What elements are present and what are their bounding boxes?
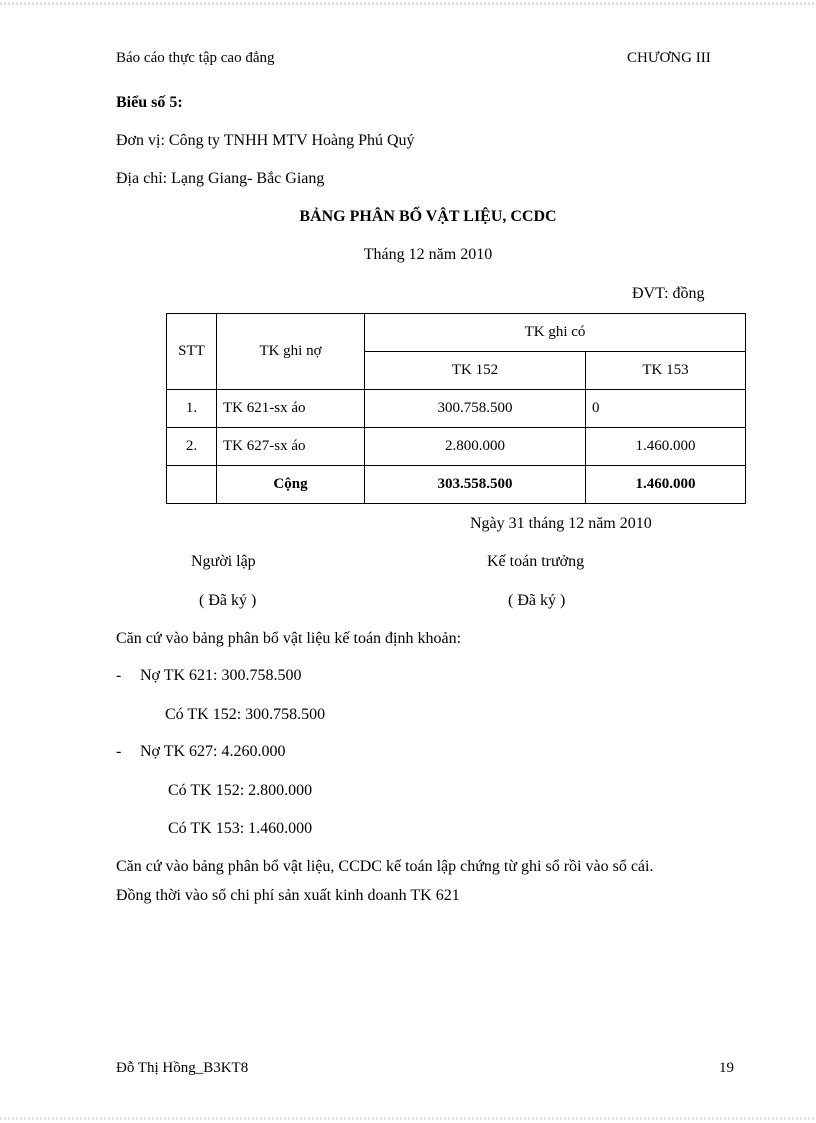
closing-line-2: Đồng thời vào sổ chi phí sản xuất kinh doanh TK 621	[116, 887, 460, 904]
date-line: Ngày 31 tháng 12 năm 2010	[470, 515, 652, 532]
table-header-row	[167, 314, 746, 352]
entry1-debit: Nợ TK 621: 300.758.500	[140, 667, 302, 684]
entry2-debit: Nợ TK 627: 4.260.000	[140, 743, 286, 760]
row-stt: 1.	[167, 390, 217, 428]
page-title: BẢNG PHÂN BỔ VẬT LIỆU, CCDC	[299, 208, 557, 225]
header-tk153: TK 153	[586, 352, 746, 390]
entry2-credit-152: Có TK 152: 2.800.000	[168, 782, 313, 799]
total-tk152: 303.558.500	[365, 466, 586, 504]
header-right: CHƯƠNG III	[627, 50, 711, 66]
footer-dotted-rule	[0, 1117, 816, 1120]
total-tk153: 1.460.000	[586, 466, 746, 504]
table-row	[167, 390, 746, 428]
header-debit-account: TK ghi nợ	[217, 314, 365, 390]
company-unit: Đơn vị: Công ty TNHH MTV Hoàng Phú Quý	[116, 132, 415, 149]
table-row	[167, 428, 746, 466]
header-tk152: TK 152	[365, 352, 586, 390]
signature-status-preparer: ( Đã ký )	[199, 592, 257, 609]
row-tk153: 1.460.000	[586, 428, 746, 466]
footer-author: Đỗ Thị Hồng_B3KT8	[116, 1060, 249, 1076]
entries-intro: Căn cứ vào bảng phân bổ vật liệu kế toán định khoản:	[116, 630, 462, 647]
closing-line-1: Căn cứ vào bảng phân bổ vật liệu, CCDC kế toán lập chứng từ ghi sổ rồi vào sổ cái.	[116, 858, 654, 875]
entry2-credit-153: Có TK 153: 1.460.000	[168, 820, 313, 837]
header-stt: STT	[167, 314, 217, 390]
form-label: Biểu số 5:	[116, 94, 183, 111]
row-account: TK 621-sx áo	[217, 390, 365, 428]
total-stt-empty	[167, 466, 217, 504]
total-label: Cộng	[217, 466, 365, 504]
signature-status-chief-accountant: ( Đã ký )	[508, 592, 566, 609]
signature-role-chief-accountant: Kế toán trưởng	[487, 553, 585, 570]
page-number: 19	[719, 1060, 734, 1076]
entry-bullet: -	[116, 667, 122, 684]
row-tk152: 300.758.500	[365, 390, 586, 428]
row-tk153: 0	[586, 390, 746, 428]
allocation-table	[166, 313, 746, 504]
header-dotted-rule	[0, 2, 816, 5]
table-total-row	[167, 466, 746, 504]
unit-of-measure: ĐVT: đồng	[632, 285, 705, 302]
entry-bullet: -	[116, 743, 122, 760]
company-address: Địa chỉ: Lạng Giang- Bắc Giang	[116, 170, 325, 187]
row-stt: 2.	[167, 428, 217, 466]
row-account: TK 627-sx áo	[217, 428, 365, 466]
header-credit-account: TK ghi có	[365, 314, 746, 352]
period: Tháng 12 năm 2010	[363, 246, 493, 263]
entry1-credit: Có TK 152: 300.758.500	[165, 706, 326, 723]
signature-role-preparer: Người lập	[191, 553, 256, 570]
row-tk152: 2.800.000	[365, 428, 586, 466]
header-left: Báo cáo thực tập cao đẳng	[116, 50, 275, 66]
